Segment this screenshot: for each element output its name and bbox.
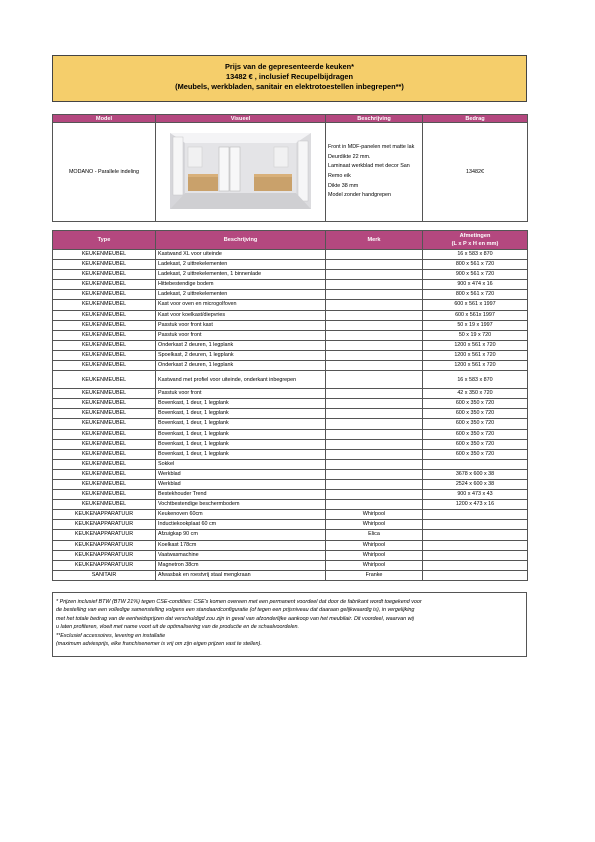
cell-description: Ladekast, 2 uittrekelementen [156,260,326,270]
cell-description: Kastwand XL voor uiteinde [156,250,326,260]
cell-dimensions: 1200 x 561 x 720 [423,361,528,371]
table-row [53,270,528,280]
cell-dimensions: 600 x 350 x 720 [423,409,528,419]
cell-dimensions: 16 x 583 x 870 [423,250,528,260]
cell-brand [326,310,423,320]
cell-dimensions: 1200 x 561 x 720 [423,340,528,350]
cell-dimensions: 600 x 350 x 720 [423,419,528,429]
cell-brand [326,449,423,459]
header-type: Type [53,231,156,250]
cell-type: SANITAIR [53,570,156,580]
header-brand: Merk [326,231,423,250]
cell-brand [326,250,423,260]
footnote-line: de bestelling van een volledige samenstelling volgens een standaardconfiguratie (of tegen een prijsniveau dat daaraan gelijkwaardig is), in vergelijking [56,607,415,614]
price-header-line2: 13482 € , inclusief Recupelbijdragen [226,72,353,81]
cell-description: Keukenoven 60cm [156,510,326,520]
cell-brand [326,340,423,350]
cell-brand [326,459,423,469]
items-body [53,250,528,581]
cell-type: KEUKENMEUBEL [53,350,156,360]
cell-description: Kast voor oven en microgolfoven [156,300,326,310]
table-row [53,540,528,550]
model-row [53,123,528,222]
cell-description: Onderkast 2 deuren, 1 legplank [156,361,326,371]
price-header-line1: Prijs van de gepresenteerde keuken* [225,62,354,71]
cell-brand [326,280,423,290]
cell-description: Ladekast, 2 uittrekelementen [156,290,326,300]
cell-type: KEUKENMEUBEL [53,449,156,459]
table-row [53,419,528,429]
footnote-line: * Prijzen inclusief BTW (BTW 21%) tegen CSE-condities: CSE's komen overeen met een permanent voordeel dat door de fabrikant wordt toegekend voor [56,599,422,605]
cell-type: KEUKENMEUBEL [53,310,156,320]
cell-dimensions: 50 x 19 x 720 [423,330,528,340]
cell-brand: Whirlpool [326,520,423,530]
model-description [326,123,423,222]
cell-description: Passtuk voor front kast [156,320,326,330]
cell-dimensions: 600 x 350 x 720 [423,399,528,409]
cell-dimensions [423,550,528,560]
cell-dimensions: 1200 x 473 x 16 [423,500,528,510]
kitchen-image [156,123,326,219]
cell-brand [326,270,423,280]
cell-type: KEUKENMEUBEL [53,371,156,389]
table-row [53,330,528,340]
cell-brand [326,361,423,371]
cell-brand [326,260,423,270]
header-amount: Bedrag [423,115,528,123]
cell-dimensions: 50 x 19 x 1997 [423,320,528,330]
header-dimensions [423,231,528,250]
cell-type: KEUKENAPPARATUUR [53,560,156,570]
cell-brand [326,389,423,399]
cell-type: KEUKENMEUBEL [53,419,156,429]
kitchen-visual [156,123,326,222]
cell-brand [326,490,423,500]
cell-type: KEUKENMEUBEL [53,361,156,371]
cell-dimensions: 900 x 561 x 720 [423,270,528,280]
cell-dimensions [423,560,528,570]
cell-brand [326,290,423,300]
description-line: Deurdikte 22 mm. [328,153,371,160]
table-row [53,550,528,560]
cell-brand: Whirlpool [326,550,423,560]
cell-brand [326,419,423,429]
table-row [53,530,528,540]
table-row [53,510,528,520]
cell-dimensions [423,540,528,550]
cell-brand [326,330,423,340]
cell-description: Werkblad [156,469,326,479]
cell-dimensions: 600 x 350 x 720 [423,449,528,459]
cell-brand: Whirlpool [326,560,423,570]
cell-type: KEUKENAPPARATUUR [53,510,156,520]
table-row [53,409,528,419]
cell-type: KEUKENMEUBEL [53,459,156,469]
cell-description: Inductiekookplaat 60 cm [156,520,326,530]
cell-dimensions: 800 x 561 x 720 [423,260,528,270]
cell-description: Kastwand met profiel voor uiteinde, onderkant inbegrepen [156,371,326,389]
cell-dimensions [423,510,528,520]
cell-dimensions: 900 x 474 x 16 [423,280,528,290]
cell-brand [326,429,423,439]
cell-brand [326,439,423,449]
price-header [52,55,527,102]
table-row [53,479,528,489]
cell-type: KEUKENMEUBEL [53,260,156,270]
footnote-line: u laten profiteren, vloeit met name voort uit de optimalisering van de productie en de schaalvoordelen. [56,624,300,631]
table-row [53,500,528,510]
description-line: Dikte 38 mm [328,182,359,189]
cell-dimensions: 1200 x 561 x 720 [423,350,528,360]
table-row [53,320,528,330]
cell-description: Bovenkast, 1 deur, 1 legplank [156,449,326,459]
cell-description: Bovenkast, 1 deur, 1 legplank [156,419,326,429]
cell-type: KEUKENMEUBEL [53,399,156,409]
table-row [53,459,528,469]
cell-dimensions: 600 x 350 x 720 [423,429,528,439]
cell-description: Bestekhouder Trend [156,490,326,500]
cell-type: KEUKENMEUBEL [53,429,156,439]
model-price: 13482€ [423,123,528,222]
cell-type: KEUKENAPPARATUUR [53,540,156,550]
cell-description: Afwasbak en roestvrij staal mengkraan [156,570,326,580]
table-row [53,439,528,449]
cell-brand [326,500,423,510]
cell-dimensions: 2524 x 600 x 38 [423,479,528,489]
table-row [53,290,528,300]
model-table [52,114,528,222]
cell-type: KEUKENMEUBEL [53,439,156,449]
cell-type: KEUKENMEUBEL [53,280,156,290]
cell-dimensions: 900 x 473 x 43 [423,490,528,500]
table-row [53,350,528,360]
footnote-line: met het totale bedrag van de eenheidsprijzen dat verschuldigd zou zijn in geval van afzonderlijke aankoop van het meubilair. Dit voordeel, waarvan wij [56,615,414,622]
cell-type: KEUKENMEUBEL [53,479,156,489]
cell-dimensions [423,530,528,540]
footnotes [52,592,527,657]
cell-description: Hittebestendige bodem [156,280,326,290]
cell-description: Ladekast, 2 uittrekelementen, 1 binnenlade [156,270,326,280]
table-row [53,429,528,439]
cell-description: Bovenkast, 1 deur, 1 legplank [156,429,326,439]
table-row [53,520,528,530]
cell-dimensions: 16 x 583 x 870 [423,371,528,389]
cell-description: Werkblad [156,479,326,489]
cell-brand: Whirlpool [326,540,423,550]
cell-dimensions [423,459,528,469]
cell-type: KEUKENMEUBEL [53,320,156,330]
cell-description: Passtuk voor front [156,330,326,340]
cell-description: Onderkast 2 deuren, 1 legplank [156,340,326,350]
header-dimensions-unit: (L x P x H en mm) [451,241,499,247]
cell-dimensions: 600 x 561 x 1997 [423,300,528,310]
cell-brand [326,371,423,389]
footnote-line: **Exclusief accessoires, levering en installatie [56,632,166,639]
cell-type: KEUKENAPPARATUUR [53,530,156,540]
table-row [53,250,528,260]
cell-brand [326,350,423,360]
cell-type: KEUKENMEUBEL [53,490,156,500]
model-table-header [53,115,528,123]
table-row [53,310,528,320]
table-row [53,570,528,580]
cell-brand [326,479,423,489]
cell-dimensions: 3678 x 600 x 38 [423,469,528,479]
header-description: Beschrijving [326,115,423,123]
cell-brand [326,469,423,479]
cell-brand [326,300,423,310]
cell-dimensions: 800 x 561 x 720 [423,290,528,300]
table-row [53,340,528,350]
cell-description: Sokkel [156,459,326,469]
cell-description: Vochtbestendige beschermbodem [156,500,326,510]
items-table-header [53,231,528,250]
price-header-line3: (Meubels, werkbladen, sanitair en elektrotoestellen inbegrepen**) [175,82,404,91]
cell-brand [326,399,423,409]
cell-description: Afzuigkap 90 cm [156,530,326,540]
cell-type: KEUKENMEUBEL [53,389,156,399]
cell-description: Bovenkast, 1 deur, 1 legplank [156,399,326,409]
model-name: MODANO - Parallele indeling [53,123,156,222]
table-row [53,260,528,270]
cell-description: Koelkast 178cm [156,540,326,550]
cell-brand: Elica [326,530,423,540]
cell-description: Spoelkast, 2 deuren, 1 legplank [156,350,326,360]
cell-dimensions: 42 x 350 x 720 [423,389,528,399]
header-visual: Visueel [156,115,326,123]
cell-type: KEUKENMEUBEL [53,500,156,510]
cell-dimensions [423,520,528,530]
table-row [53,389,528,399]
cell-type: KEUKENMEUBEL [53,250,156,260]
cell-type: KEUKENMEUBEL [53,300,156,310]
header-model: Model [53,115,156,123]
header-description: Beschrijving [156,231,326,250]
cell-description: Bovenkast, 1 deur, 1 legplank [156,439,326,449]
table-row [53,300,528,310]
cell-description: Vaatwasmachine [156,550,326,560]
table-row [53,399,528,409]
cell-dimensions [423,570,528,580]
cell-description: Kast voor koelkast/diepvries [156,310,326,320]
cell-description: Passtuk voor front [156,389,326,399]
table-row [53,469,528,479]
cell-description: Magnetron 38cm [156,560,326,570]
table-row [53,560,528,570]
cell-dimensions: 600 x 561x 1997 [423,310,528,320]
cell-type: KEUKENMEUBEL [53,270,156,280]
cell-type: KEUKENMEUBEL [53,340,156,350]
header-dimensions-title: Afmetingen [459,233,491,239]
cell-type: KEUKENAPPARATUUR [53,520,156,530]
cell-type: KEUKENMEUBEL [53,469,156,479]
cell-dimensions: 600 x 350 x 720 [423,439,528,449]
cell-type: KEUKENMEUBEL [53,409,156,419]
cell-brand: Franke [326,570,423,580]
description-line: Front in MDF-panelen met matte lak [328,144,415,151]
description-line: Model zonder handgrepen [328,192,391,199]
footnote-line: (maximum adviesprijs, elke franchisenemer is vrij om zijn eigen prijzen vast te stellen). [56,641,262,648]
cell-type: KEUKENAPPARATUUR [53,550,156,560]
cell-description: Bovenkast, 1 deur, 1 legplank [156,409,326,419]
table-row [53,371,528,389]
cell-brand [326,320,423,330]
cell-type: KEUKENMEUBEL [53,330,156,340]
table-row [53,449,528,459]
table-row [53,361,528,371]
table-row [53,490,528,500]
cell-type: KEUKENMEUBEL [53,290,156,300]
description-line: Laminaat werkblad met decor San Remo eik [328,163,410,179]
table-row [53,280,528,290]
items-table [52,230,528,581]
cell-brand: Whirlpool [326,510,423,520]
cell-brand [326,409,423,419]
